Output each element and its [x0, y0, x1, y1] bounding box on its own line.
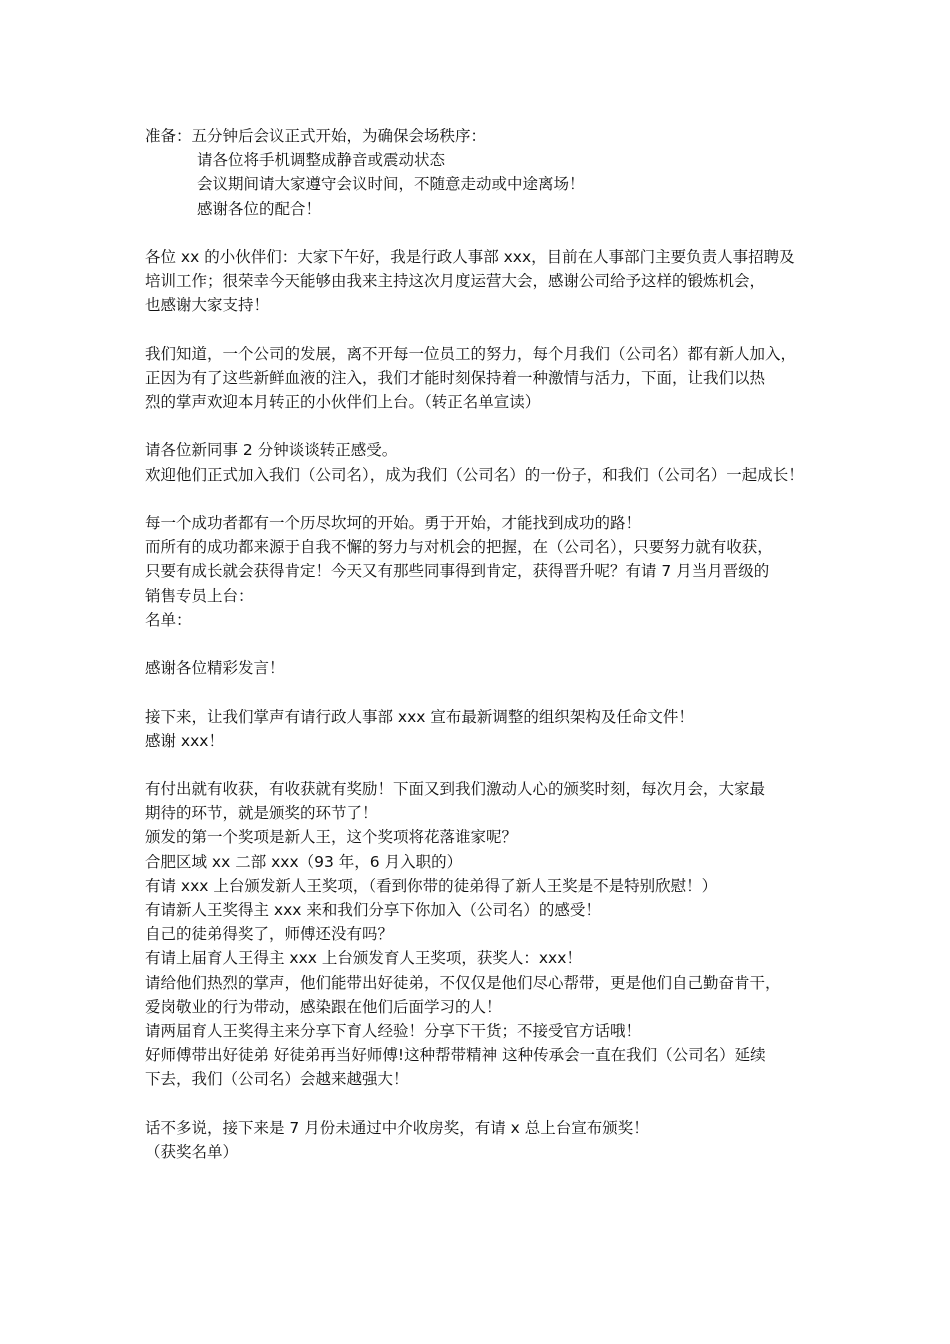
text-line: 欢迎他们正式加入我们（公司名），成为我们（公司名）的一份子，和我们（公司名）一起成长！ [145, 465, 804, 484]
paragraph-gap [145, 221, 815, 245]
text-line: 也感谢大家支持！ [145, 296, 270, 315]
text-line: 销售专员上台： [145, 586, 254, 605]
text-line: 每一个成功者都有一个历尽坎坷的开始。勇于开始，才能找到成功的路！ [145, 514, 642, 532]
paragraph-gap [145, 414, 815, 438]
text-line: 合肥区域 xx 二部 xxx（93 年，6 月入职的） [145, 852, 463, 871]
text-line: 有请 xxx 上台颁发新人王奖项，（看到你带的徒弟得了新人王奖是不是特别欣慰！） [145, 876, 718, 895]
org-adjust-paragraph [145, 705, 815, 753]
text-line: 各位 xx 的小伙伴们：大家下午好，我是行政人事部 xxx，目前在人事部门主要负责人事招聘及 [145, 247, 795, 266]
paragraph-gap [145, 680, 815, 704]
awards-paragraph [145, 777, 815, 1091]
name-list-label: 名单： [145, 610, 192, 629]
text-line: 下去，我们（公司名）会越来越强大！ [145, 1070, 409, 1089]
text-line: 接下来，让我们掌声有请行政人事部 xxx 宣布最新调整的组织架构及任命文件！ [145, 707, 694, 726]
text-line: 感谢各位精彩发言！ [145, 659, 285, 678]
paragraph-gap [145, 753, 815, 777]
intro-heading: 准备：五分钟后会议正式开始，为确保会场秩序： [145, 127, 487, 145]
text-line: 而所有的成功都来源于自我不懈的努力与对机会的把握，在（公司名），只要努力就有收获， [145, 538, 773, 557]
text-line: 期待的环节，就是颁奖的环节了！ [145, 804, 378, 823]
closing-paragraph [145, 1116, 815, 1164]
text-line: 请各位新同事 2 分钟谈谈转正感受。 [145, 441, 398, 460]
text-line: 好师傅带出好徒弟 好徒弟再当好师傅!这种帮带精神 这种传承会一直在我们（公司名）延续 [145, 1046, 766, 1065]
thanks-paragraph [145, 656, 815, 680]
intro-item: 感谢各位的配合！ [197, 199, 322, 218]
promotion-paragraph [145, 511, 815, 632]
paragraph-gap [145, 487, 815, 511]
text-line: （获奖名单） [145, 1142, 239, 1161]
text-line: 有请上届育人王得主 xxx 上台颁发育人王奖项，获奖人：xxx！ [145, 949, 582, 968]
paragraph-gap [145, 632, 815, 656]
text-line: 正因为有了这些新鲜血液的注入，我们才能时刻保持着一种激情与活力，下面，让我们以热 [145, 368, 766, 387]
intro-section [145, 124, 815, 221]
regularization-paragraph [145, 342, 815, 415]
new-colleagues-paragraph [145, 438, 815, 486]
text-line: 感谢 xxx！ [145, 731, 224, 750]
text-line: 烈的掌声欢迎本月转正的小伙伴们上台。（转正名单宣读） [145, 393, 541, 412]
text-line: 只要有成长就会获得肯定！今天又有那些同事得到肯定，获得晋升呢？有请 7 月当月晋级的 [145, 562, 770, 581]
text-line: 自己的徒弟得奖了，师傅还没有吗？ [145, 925, 394, 944]
text-line: 培训工作；很荣幸今天能够由我来主持这次月度运营大会，感谢公司给予这样的锻炼机会， [145, 272, 766, 291]
intro-item: 会议期间请大家遵守会议时间，不随意走动或中途离场！ [197, 175, 585, 194]
document-page [145, 124, 815, 1164]
paragraph-gap [145, 318, 815, 342]
text-line: 请给他们热烈的掌声，他们能带出好徒弟，不仅仅是他们尽心帮带，更是他们自己勤奋肯干， [145, 973, 781, 992]
text-line: 爱岗敬业的行为带动，感染跟在他们后面学习的人！ [145, 997, 502, 1016]
text-line: 话不多说，接下来是 7 月份未通过中介收房奖，有请 x 总上台宣布颁奖！ [145, 1118, 649, 1137]
intro-item: 请各位将手机调整成静音或震动状态 [197, 151, 446, 170]
text-line: 我们知道，一个公司的发展，离不开每一位员工的努力，每个月我们（公司名）都有新人加入， [145, 344, 797, 363]
paragraph-gap [145, 1092, 815, 1116]
text-line: 颁发的第一个奖项是新人王，这个奖项将花落谁家呢？ [145, 828, 518, 847]
opening-paragraph [145, 245, 815, 318]
text-line: 有请新人王奖得主 xxx 来和我们分享下你加入（公司名）的感受！ [145, 901, 601, 919]
text-line: 请两届育人王奖得主来分享下育人经验！分享下干货；不接受官方话哦！ [145, 1021, 642, 1040]
text-line: 有付出就有收获，有收获就有奖励！下面又到我们激动人心的颁奖时刻，每次月会，大家最 [145, 780, 766, 799]
